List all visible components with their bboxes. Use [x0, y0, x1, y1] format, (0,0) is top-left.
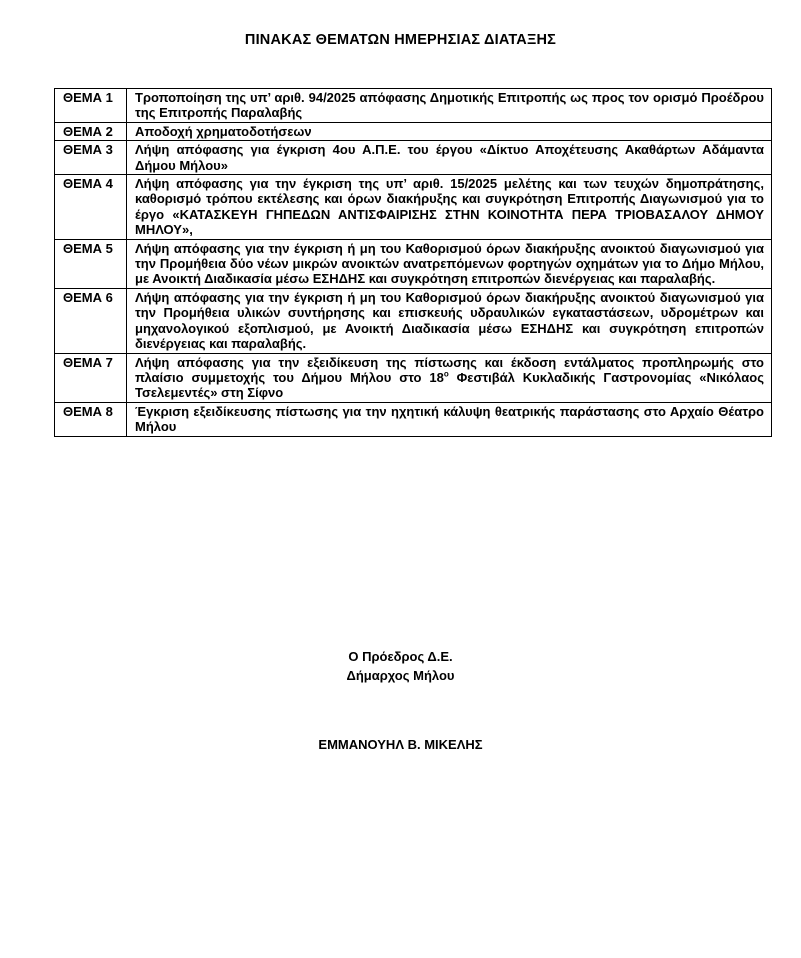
agenda-item-number: ΘΕΜΑ 3 — [55, 141, 127, 175]
agenda-item-subject: Έγκριση εξειδίκευσης πίστωσης για την ηχητική κάλυψη θεατρικής παράστασης στο Αρχαίο Θέατρο Μήλου — [127, 402, 772, 436]
agenda-item-subject: Λήψη απόφασης για έγκριση 4ου Α.Π.Ε. του έργου «Δίκτυο Αποχέτευσης Ακαθάρτων Αδάμαντα Δήμου Μήλου» — [127, 141, 772, 175]
agenda-item-number: ΘΕΜΑ 7 — [55, 353, 127, 402]
signature-title: Ο Πρόεδρος Δ.Ε. — [348, 649, 453, 664]
agenda-item-subject-end: Φεστιβάλ Κυκλαδικής Γαστρονομίας «Νικόλαος Τσελεμεντές» στη Σίφνο — [135, 369, 764, 401]
agenda-row — [55, 175, 772, 240]
agenda-item-subject: Τροποποίηση της υπ’ αριθ. 94/2025 απόφασης Δημοτικής Επιτροπής ως προς τον ορισμό Προέδρου της Επιτροπής Παραλαβής — [127, 89, 772, 123]
agenda-item-number: ΘΕΜΑ 2 — [55, 122, 127, 140]
agenda-item-subject: Λήψη απόφασης για την έγκριση ή μη του Καθορισμού όρων διακήρυξης ανοικτού διαγωνισμού για την Προμήθεια δύο νέων μικρών ανοικτών ανατρεπόμενων φορτηγών οχημάτων για το Δήμο Μήλου, με Ανοικτή Διαδικασία μέσω ΕΣΗΔΗΣ και συγκρότηση επιτροπών διενέργειας και παραλαβής. — [127, 239, 772, 288]
agenda-row — [55, 288, 772, 353]
signatory-name: ΕΜΜΑΝΟΥΗΛ Β. ΜΙΚΕΛΗΣ — [318, 737, 483, 752]
document-title: ΠΙΝΑΚΑΣ ΘΕΜΑΤΩΝ ΗΜΕΡΗΣΙΑΣ ΔΙΑΤΑΞΗΣ — [244, 32, 557, 48]
agenda-item-number: ΘΕΜΑ 8 — [55, 402, 127, 436]
agenda-row — [55, 89, 772, 123]
signature-role: Δήμαρχος Μήλου — [346, 668, 455, 683]
agenda-item-subject — [127, 353, 772, 402]
agenda-item-number: ΘΕΜΑ 1 — [55, 89, 127, 123]
agenda-row — [55, 353, 772, 402]
ordinal-superscript: ο — [443, 369, 449, 379]
agenda-item-number: ΘΕΜΑ 5 — [55, 239, 127, 288]
agenda-item-subject-start: Λήψη απόφασης για την εξειδίκευση της πίστωσης και έκδοση εντάλματος προπληρωμής στο πλαίσιο συμμετοχής του Δήμου Μήλου στο 18 — [135, 354, 764, 385]
agenda-table — [54, 88, 772, 437]
agenda-row — [55, 239, 772, 288]
agenda-row — [55, 141, 772, 175]
agenda-item-subject: Λήψη απόφασης για την έγκριση ή μη του Καθορισμού όρων διακήρυξης ανοικτού διαγωνισμού για την Προμήθεια υλικών συντήρησης και επισκευής υδραυλικών εγκαταστάσεων, υδρομέτρων και μηχανολογικού εξοπλισμού, με Ανοικτή Διαδικασία μέσω ΕΣΗΔΗΣ και συγκρότηση επιτροπών διενέργειας και παραλαβής. — [127, 288, 772, 353]
agenda-item-number: ΘΕΜΑ 4 — [55, 175, 127, 240]
agenda-item-subject: Λήψη απόφασης για την έγκριση της υπ’ αριθ. 15/2025 μελέτης και των τευχών δημοπράτησης, καθορισμό τρόπου εκτέλεσης και όρων διακήρυξης και συγκρότηση Επιτροπής Διαγωνισμού για το έργο «ΚΑΤΑΣΚΕΥΗ ΓΗΠΕΔΩΝ ΑΝΤΙΣΦΑΙΡΙΣΗΣ ΣΤΗΝ ΚΟΙΝΟΤΗΤΑ ΠΕΡΑ ΤΡΙΟΒΑΣΑΛΟΥ ΔΗΜΟΥ ΜΗΛΟΥ», — [127, 175, 772, 240]
agenda-row — [55, 402, 772, 436]
agenda-row — [55, 122, 772, 140]
agenda-item-subject: Αποδοχή χρηματοδοτήσεων — [127, 122, 772, 140]
agenda-item-number: ΘΕΜΑ 6 — [55, 288, 127, 353]
